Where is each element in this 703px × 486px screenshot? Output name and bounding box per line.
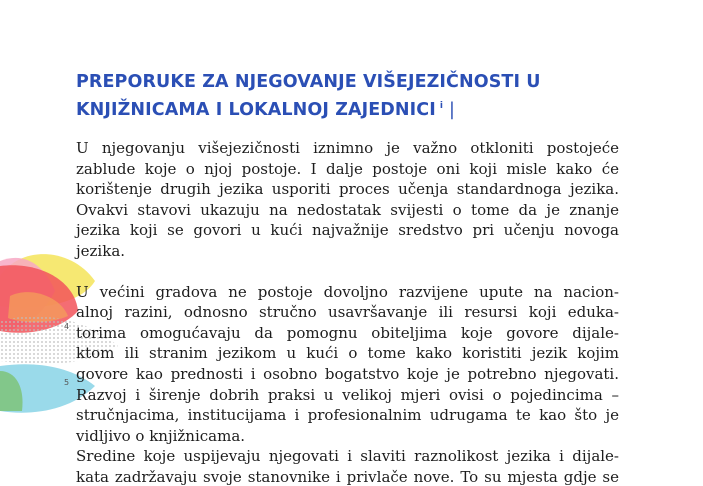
text-line: U većini gradova ne postoje dovoljno razvijene upute na nacion- <box>76 282 619 301</box>
heading-line-2 <box>76 94 636 122</box>
footnote-marker[interactable]: i <box>439 101 444 111</box>
section-heading <box>76 70 636 122</box>
text-line: U njegovanju višejezičnosti iznimno je važno otkloniti postojeće <box>76 139 619 157</box>
text-line: vidljivo o knjižnicama. <box>76 426 246 445</box>
heading-separator: | <box>449 100 456 120</box>
text-line: jezika. <box>76 241 126 260</box>
text-line: torima omogućavaju da pomognu obiteljima koje govore dijale- <box>76 323 619 342</box>
paragraph-2 <box>76 282 619 447</box>
text-line: Sredine koje uspijevaju njegovati i slaviti raznolikost jezika i dijale- <box>76 447 619 466</box>
margin-number: 5 <box>64 378 70 387</box>
text-line: govore kao prednosti i osobno bogatstvo koje je potrebno njegovati. <box>76 364 619 383</box>
text-line: ktom ili stranim jezikom u kući o tome kako koristiti jezik kojim <box>76 344 619 363</box>
margin-number: 4 <box>64 322 70 331</box>
text-line: alnoj razini, odnosno stručno usavršavanje ili resursi koji eduka- <box>76 303 619 322</box>
paragraph-1 <box>76 138 619 262</box>
text-line: korištenje drugih jezika usporiti proces učenja standardnoga jezika. <box>76 180 619 199</box>
heading-line-1: PREPORUKE ZA NJEGOVANJE VIŠEJEZIČNOSTI U <box>76 72 541 92</box>
text-line: stručnjacima, institucijama i profesionalnim udrugama te kao što je <box>76 406 619 425</box>
text-line: Ovakvi stavovi ukazuju na nedostatak svijesti o tome da je znanje <box>76 200 619 219</box>
text-line: Razvoj i širenje dobrih praksi u velikoj mjeri ovisi o pojedincima – <box>76 385 619 404</box>
text-line: jezika koji se govori u kući najvažnije sredstvo pri učenju novoga <box>76 221 619 240</box>
paragraph-3 <box>76 446 619 486</box>
text-line: kata zadržavaju svoje stanovnike i privlače nove. To su mjesta gdje se <box>76 467 619 486</box>
text-line: zablude koje o njoj postoje. I dalje postoje oni koji misle kako će <box>76 159 619 178</box>
heading-line-2-text: KNJIŽNICAMA I LOKALNOJ ZAJEDNICI <box>76 100 436 120</box>
body-text <box>76 138 619 486</box>
